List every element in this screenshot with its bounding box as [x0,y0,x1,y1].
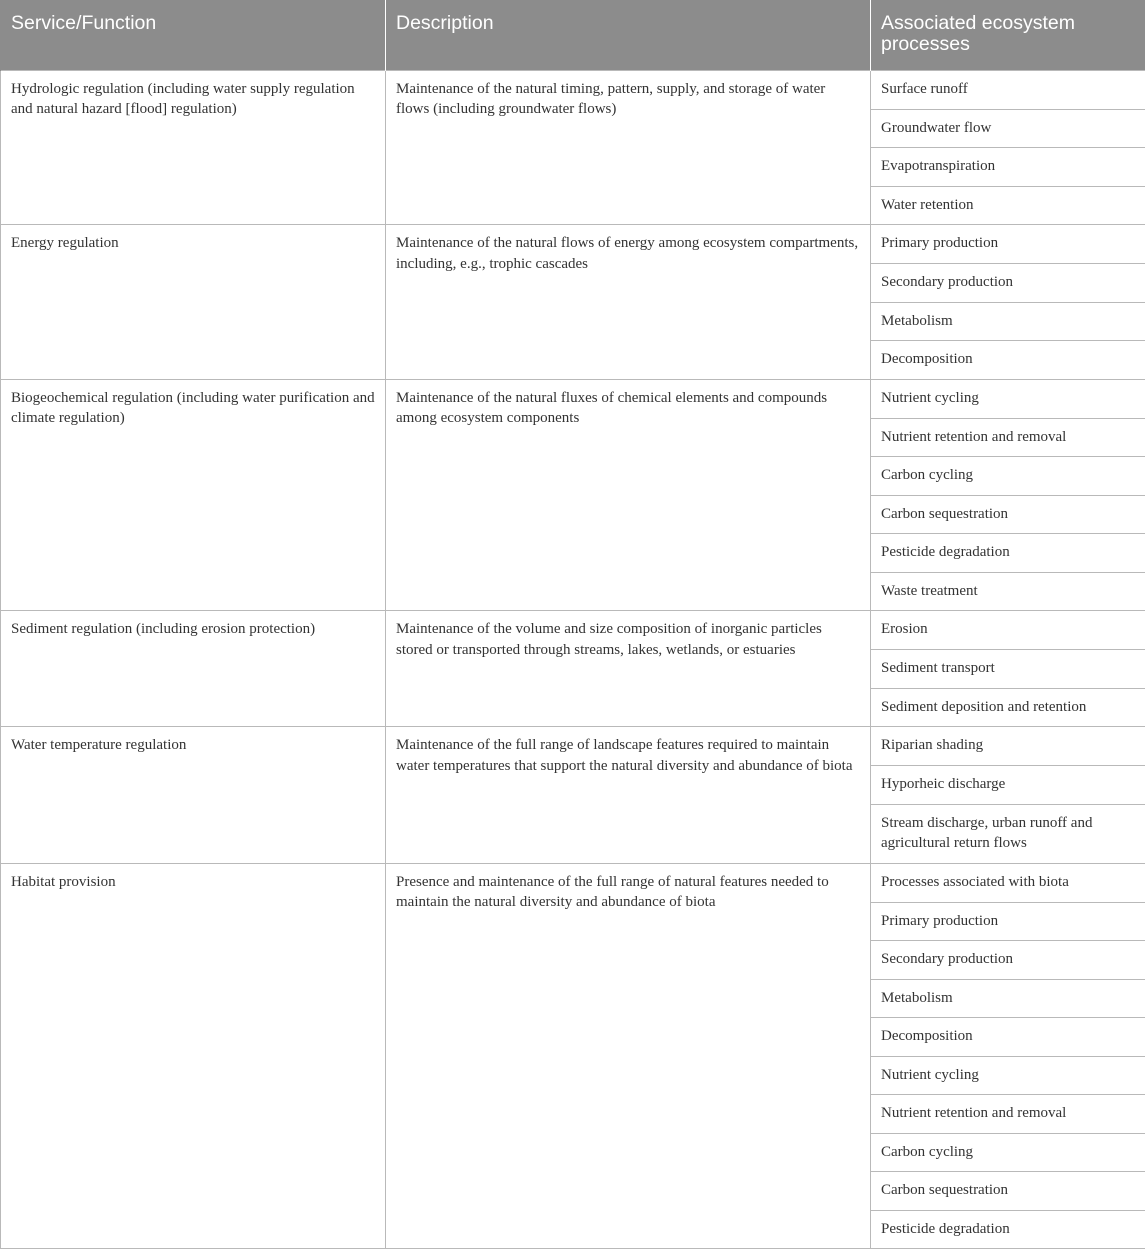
table-row [1,611,1145,727]
processes-cell [871,727,1145,864]
description-text: Maintenance of the volume and size composition of inorganic particles stored or transported through streams, lakes, wetlands, or estuaries [386,611,870,660]
table-row [1,225,1145,380]
process-item: Pesticide degradation [871,533,1145,572]
description-cell [386,611,871,727]
description-cell [386,70,871,225]
service-cell [1,727,386,864]
service-cell [1,611,386,727]
description-cell [386,727,871,864]
process-item: Pesticide degradation [871,1210,1145,1249]
service-text: Hydrologic regulation (including water supply regulation and natural hazard [flood] regulation) [1,71,385,120]
process-item: Erosion [871,611,1145,649]
service-cell [1,379,386,611]
process-item: Sediment transport [871,649,1145,688]
description-text: Maintenance of the natural fluxes of chemical elements and compounds among ecosystem components [386,380,870,429]
description-text: Maintenance of the full range of landscape features required to maintain water temperatures that support the natural diversity and abundance of biota [386,727,870,776]
process-item: Secondary production [871,263,1145,302]
service-text: Energy regulation [1,225,385,254]
table-row [1,863,1145,1249]
description-text: Presence and maintenance of the full range of natural features needed to maintain the natural diversity and abundance of biota [386,864,870,913]
process-item: Nutrient cycling [871,380,1145,418]
process-item: Decomposition [871,1017,1145,1056]
process-item: Hyporheic discharge [871,765,1145,804]
process-item: Evapotranspiration [871,147,1145,186]
process-item: Surface runoff [871,71,1145,109]
description-text: Maintenance of the natural flows of energy among ecosystem compartments, including, e.g., trophic cascades [386,225,870,274]
process-item: Processes associated with biota [871,864,1145,902]
table-row [1,727,1145,864]
processes-cell [871,379,1145,611]
service-text: Biogeochemical regulation (including water purification and climate regulation) [1,380,385,429]
process-item: Primary production [871,225,1145,263]
service-cell [1,225,386,380]
processes-cell [871,225,1145,380]
process-item: Nutrient retention and removal [871,1094,1145,1133]
process-item: Secondary production [871,940,1145,979]
header-description: Description [386,0,871,70]
header-service-function: Service/Function [1,0,386,70]
process-item: Carbon cycling [871,1133,1145,1172]
process-item: Carbon cycling [871,456,1145,495]
processes-cell [871,70,1145,225]
process-item: Metabolism [871,979,1145,1018]
process-item: Water retention [871,186,1145,225]
process-item: Metabolism [871,302,1145,341]
process-item: Stream discharge, urban runoff and agricultural return flows [871,804,1145,863]
description-text: Maintenance of the natural timing, pattern, supply, and storage of water flows (including groundwater flows) [386,71,870,120]
process-item: Waste treatment [871,572,1145,611]
table-row [1,379,1145,611]
processes-cell [871,863,1145,1249]
process-item: Riparian shading [871,727,1145,765]
table-row [1,70,1145,225]
process-item: Carbon sequestration [871,495,1145,534]
service-cell [1,863,386,1249]
process-item: Nutrient cycling [871,1056,1145,1095]
process-item: Carbon sequestration [871,1171,1145,1210]
description-cell [386,863,871,1249]
header-row [1,0,1145,70]
header-associated-processes: Associated ecosystem processes [871,0,1145,70]
service-text: Water temperature regulation [1,727,385,756]
process-item: Primary production [871,902,1145,941]
service-text: Habitat provision [1,864,385,893]
description-cell [386,379,871,611]
process-item: Groundwater flow [871,109,1145,148]
service-text: Sediment regulation (including erosion protection) [1,611,385,640]
process-item: Nutrient retention and removal [871,418,1145,457]
process-item: Sediment deposition and retention [871,688,1145,727]
description-cell [386,225,871,380]
processes-cell [871,611,1145,727]
service-cell [1,70,386,225]
process-item: Decomposition [871,340,1145,379]
